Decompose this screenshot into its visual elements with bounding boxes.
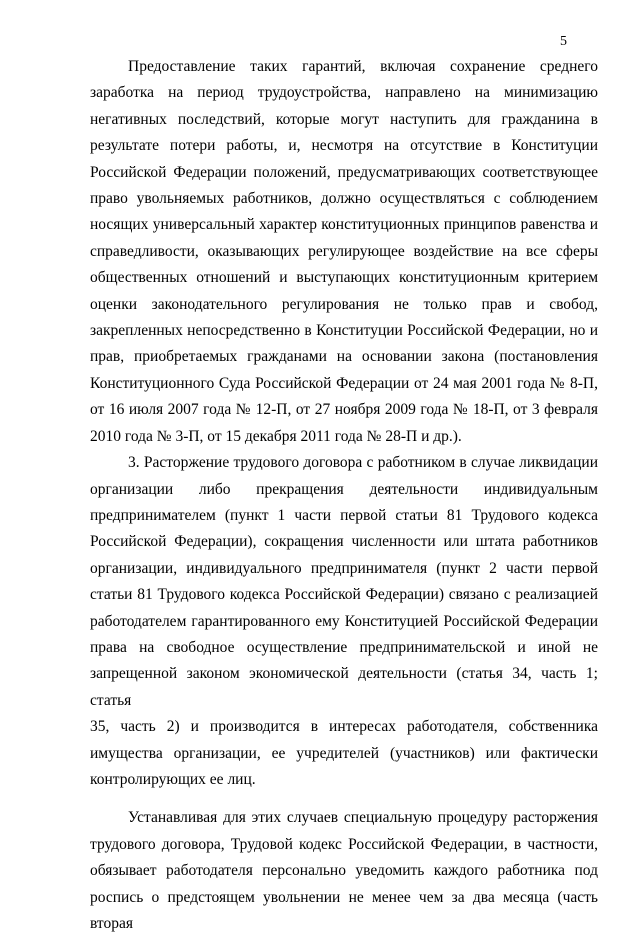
- text-line: 2010 года № 3-П, от 15 декабря 2011 года № 28-П и др.).: [90, 427, 462, 445]
- text-line: статьи 81 Трудового кодекса Российской Федерации) связано с реализацией: [90, 586, 598, 604]
- paragraph-procedure: [90, 805, 598, 937]
- text-line: оценки законодательного регулирования не только прав и свобод,: [90, 295, 598, 313]
- text-line: Устанавливая для этих случаев специальную процедуру расторжения: [128, 809, 598, 827]
- text-line: Конституционного Суда Российской Федерации от 24 мая 2001 года № 8-П,: [90, 374, 598, 392]
- text-line: имущества организации, ее учредителей (участников) или фактически: [90, 744, 598, 762]
- text-line: права на свободное осуществление предпринимательской и иной не: [90, 638, 598, 656]
- text-line: контролирующих ее лиц.: [90, 770, 256, 788]
- page-number: 5: [560, 34, 567, 49]
- text-line: 3. Расторжение трудового договора с работником в случае ликвидации: [128, 454, 598, 472]
- text-line: закрепленных непосредственно в Конституции Российской Федерации, но и: [90, 322, 598, 340]
- text-line: запрещенной законом экономической деятельности (статья 34, часть 1; статья: [90, 665, 598, 709]
- text-line: общественных отношений и выступающих конституционным критерием: [90, 269, 598, 287]
- text-line: роспись о предстоящем увольнении не менее чем за два месяца (часть вторая: [90, 888, 598, 932]
- text-line: Российской Федерации), сокращения численности или штата работников: [90, 533, 598, 551]
- text-line: заработка на период трудоустройства, направлено на минимизацию: [90, 84, 598, 102]
- text-line: справедливости, оказывающих регулирующее воздействие на все сферы: [90, 242, 598, 260]
- text-line: обязывает работодателя персонально уведомить каждого работника под: [90, 862, 598, 880]
- paragraph-guarantees: [90, 54, 598, 450]
- document-body: [90, 54, 598, 937]
- text-line: прав, приобретаемых гражданами на основании закона (постановления: [90, 348, 598, 366]
- text-line: трудового договора, Трудовой кодекс Российской Федерации, в частности,: [90, 835, 598, 853]
- text-line: предпринимателем (пункт 1 части первой статьи 81 Трудового кодекса: [90, 506, 598, 524]
- text-line: право увольняемых работников, должно осуществляться с соблюдением: [90, 190, 598, 208]
- text-line: 35, часть 2) и производится в интересах работодателя, собственника: [90, 718, 598, 736]
- text-line: негативных последствий, которые могут наступить для гражданина в: [90, 110, 598, 128]
- text-line: организации либо прекращения деятельности индивидуальным: [90, 480, 598, 498]
- text-line: носящих универсальный характер конституционных принципов равенства и: [90, 216, 598, 234]
- text-line: от 16 июля 2007 года № 12-П, от 27 ноября 2009 года № 18-П, от 3 февраля: [90, 401, 598, 419]
- text-line: работодателем гарантированного ему Конституцией Российской Федерации: [90, 612, 598, 630]
- text-line: Предоставление таких гарантий, включая сохранение среднего: [128, 58, 598, 75]
- paragraph-termination: [90, 450, 598, 793]
- text-line: Российской Федерации положений, предусматривающих соответствующее: [90, 163, 598, 181]
- text-line: организации, индивидуального предпринимателя (пункт 2 части первой: [90, 559, 598, 577]
- text-line: результате потери работы, и, несмотря на отсутствие в Конституции: [90, 137, 598, 155]
